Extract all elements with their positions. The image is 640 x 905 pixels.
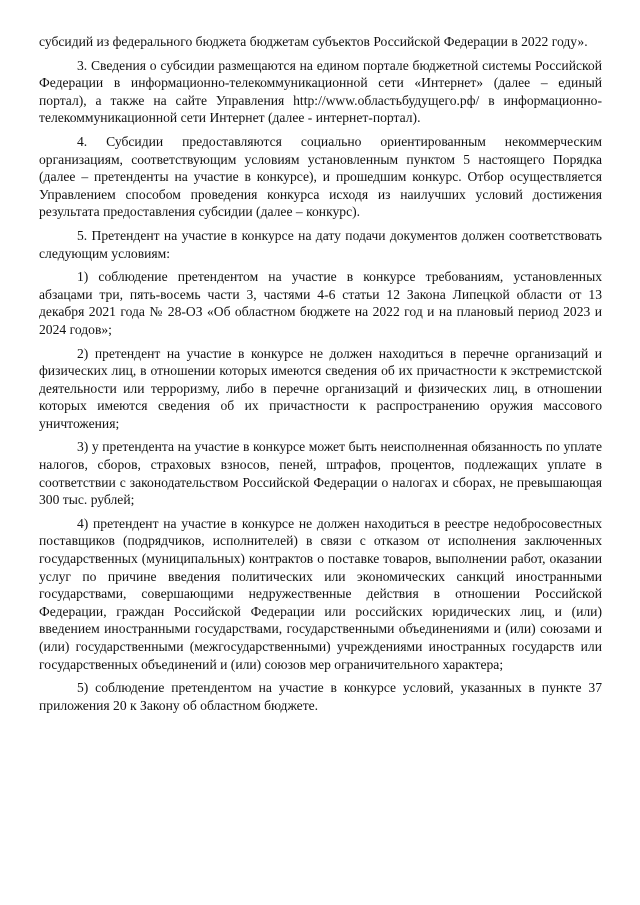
paragraph-5-conditions: 5. Претендент на участие в конкурсе на дату подачи документов должен соответствовать следующим условиям:	[39, 227, 602, 261]
condition-3: 3) у претендента на участие в конкурсе может быть неисполненная обязанность по уплате налогов, сборов, страховых взносов, пеней, штрафов, процентов, подлежащих уплате в соответствии с законодательством Российской Федерации о налогах и сборах, не превышающая 300 тыс. рублей;	[39, 439, 602, 508]
paragraph-4-recipients: 4. Субсидии предоставляются социально ориентированным некоммерческим организациям, соответствующим условиям установленным пунктом 5 настоящего Порядка (далее – претенденты на участие в конкурсе), и прошедшим конкурс. Отбор осуществляется Управлением способом проведения конкурса исходя из наилучших условий достижения результата предоставления субсидии (далее – конкурс).	[39, 133, 602, 220]
condition-2: 2) претендент на участие в конкурсе не должен находиться в перечне организаций и физических лиц, в отношении которых имеются сведения об их причастности к экстремистской деятельности или терроризму, либо в перечне организаций и физических лиц, в отношении которых имеются сведения об их причастности к распространению оружия массового уничтожения;	[39, 345, 602, 431]
paragraph-continuation: субсидий из федерального бюджета бюджетам субъектов Российской Федерации в 2022 году».	[39, 34, 588, 49]
document-body	[39, 33, 602, 720]
condition-5: 5) соблюдение претендентом на участие в конкурсе условий, указанных в пункте 37 приложения 20 к Закону об областном бюджете.	[39, 680, 602, 713]
paragraph-3-portal-info: 3. Сведения о субсидии размещаются на едином портале бюджетной системы Российской Федерации в информационно-телекоммуникационной сети «Интернет» (далее – единый портал), а также на сайте Управления http://www.областьбудущего.рф/ в информационно-телекоммуникационной сети Интернет (далее - интернет-портал).	[39, 57, 602, 126]
condition-1: 1) соблюдение претендентом на участие в конкурсе требованиям, установленных абзацами три, пять-восемь части 3, частями 4-6 статьи 12 Закона Липецкой области от 13 декабря 2021 года № 28-ОЗ «Об областном бюджете на 2022 год и на плановый период 2023 и 2024 годов»;	[39, 269, 602, 337]
condition-4: 4) претендент на участие в конкурсе не должен находиться в реестре недобросовестных поставщиков (подрядчиков, исполнителей) в связи с отказом от исполнения заключенных государственных (муниципальных) контрактов о поставке товаров, выполнении работ, оказании услуг по причине введения политических или экономических санкций иностранными государствами, совершающими недружественные действия в отношении Российской Федерации, граждан Российской Федерации или российских юридических лиц, и (или) введением иностранными государствами, государственными объединениями и (или) союзами и (или) государственными (межгосударственными) учреждениями иностранных государств или государственных объединений и (или) союзов мер ограничительного характера;	[39, 515, 602, 672]
